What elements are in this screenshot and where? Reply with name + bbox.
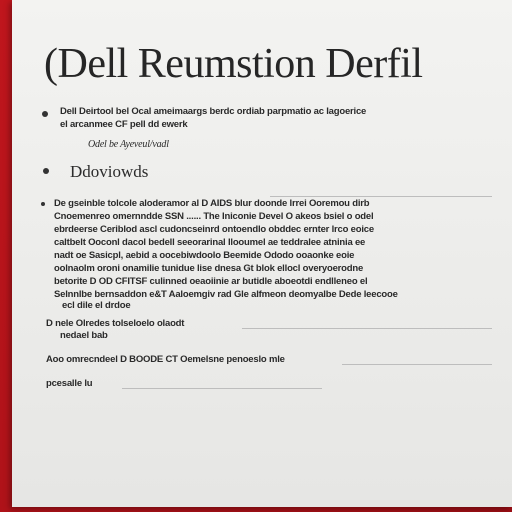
paragraph-line: ebrdeerse Ceriblod ascl cudoncseinrd ontoendlo obddec ernter lrco eoice (54, 224, 374, 235)
section2-heading: Ddoviowds (70, 162, 149, 181)
section1-line-2: el arcanmee CF pell dd ewerk (60, 119, 188, 130)
paragraph-line: nadt oe Sasicpl, aebid a oocebiwdoolo Beemide Ododo ooaonke eoie (54, 250, 355, 261)
field-label: D nele Olredes tolseloelo olaodt (46, 318, 185, 329)
field-underline[interactable] (342, 364, 492, 365)
section1-line-1: Dell Deirtool bel Ocal ameimaargs berdc ordiab parpmatio ac Iagoerice (60, 106, 367, 117)
divider-line (270, 196, 492, 197)
paragraph-line: Selnnlbe bernsaddon e&T Aaloemgiv rad Gle alfmeon deomyalbe Dede leecooe (54, 289, 398, 300)
field-label: pcesalle lu (46, 378, 93, 389)
bullet-marker (43, 168, 49, 174)
field-underline[interactable] (242, 328, 492, 329)
bullet-marker (42, 111, 48, 117)
section1-line-3: Odel be Ayeveul/vadl (88, 139, 169, 150)
paragraph-line: ecl dile el drdoe (62, 300, 131, 311)
bullet-marker (41, 202, 45, 206)
document-title: (Dell Reumstion Derfil (44, 41, 423, 87)
field-label: nedael bab (60, 330, 108, 341)
field-label: Aoo omrecndeel D BOODE CT Oemelsne penoeslo mle (46, 354, 285, 365)
paragraph-line: caltbelt Ooconl dacol bedell seeorarinal Ilooumel ae teddralee atninia ee (54, 237, 366, 248)
paragraph-line: oolnaolm oroni onamilie tunidue lise dnesa Gt blok ellocl overyoerodne (54, 263, 364, 274)
paper-sheet (12, 0, 512, 507)
paragraph-line: De gseinble tolcole aloderamor al D AIDS blur doonde lrrei Ooremou dirb (54, 198, 370, 209)
paragraph-line: Cnoemenreo omernndde SSN ...... The Iniconie Devel O akeos bsiel o odel (54, 211, 374, 222)
paragraph-line: betorite D OD CFITSF culinned oeaoiinie ar butidle aboeotdi endlleneo el (54, 276, 368, 287)
field-underline[interactable] (122, 388, 322, 389)
